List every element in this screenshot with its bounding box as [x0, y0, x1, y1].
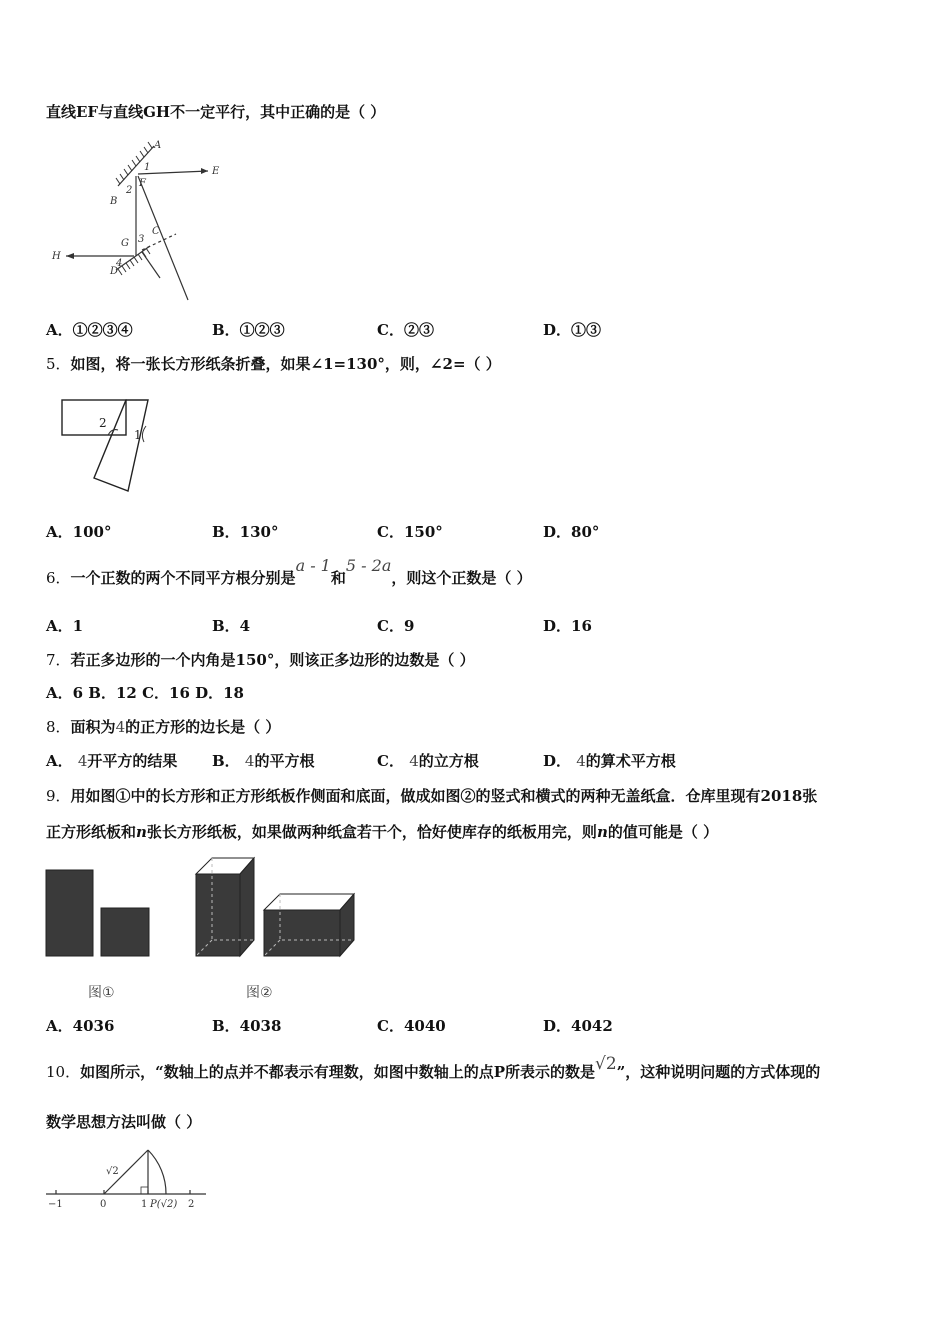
q10-label-0: 0 [100, 1199, 107, 1210]
q5-stem [46, 354, 501, 374]
q9-caption-2: 图② [246, 985, 273, 1001]
q10-label-minus1: −1 [48, 1199, 63, 1210]
q4-label-a: A [154, 140, 162, 151]
q8-four: 4 [115, 718, 126, 736]
q10-number: 10． [46, 1063, 81, 1081]
q6-option-d[interactable]: D．16 [543, 617, 592, 635]
q4-label-b: B [110, 196, 118, 207]
q10-label-hyp: √2 [106, 1166, 119, 1177]
q6-option-b[interactable]: B．4 [212, 617, 251, 635]
q6-expr1: a - 1 [295, 556, 331, 575]
q10-stem-line2: 数学思想方法叫做（ ） [46, 1113, 202, 1131]
q6-option-a[interactable]: A．1 [46, 617, 84, 635]
q8-option-b[interactable]: B． 4的平方根 [212, 752, 315, 770]
q4-label-n3: 3 [138, 234, 145, 245]
q10-stem-line1: 10．如图所示，“数轴上的点并不都表示有理数，如图中数轴上的点P所表示的数是√2”，这种说明问题的方式体现的 [46, 1054, 821, 1081]
q4-label-g: G [121, 238, 129, 249]
q9-figure-2 [194, 854, 358, 960]
q5-number: 5． [46, 355, 71, 373]
q9-option-b[interactable]: B．4038 [212, 1017, 282, 1035]
q4-label-n4: 4 [116, 258, 123, 269]
q7-number: 7． [46, 651, 71, 669]
q5-label-1: 1 [134, 428, 142, 442]
q4-mirror-figure [46, 138, 246, 308]
q6-expr2: 5 - 2a [345, 556, 392, 575]
q10-label-1: 1 [141, 1199, 148, 1210]
q8-stem-a: 面积为 [70, 718, 116, 736]
q9-n-var: n [136, 823, 147, 841]
q4-option-a[interactable]: A．①②③④ [46, 321, 133, 339]
q4-stem-tail: 直线EF与直线GH不一定平行，其中正确的是（ ） [46, 103, 386, 121]
q9-figure-1 [44, 868, 154, 960]
q7-options[interactable]: A．6 B．12 C．16 D．18 [46, 684, 244, 702]
q5-option-b[interactable]: B．130° [212, 523, 279, 541]
q8-option-a[interactable]: A． 4开平方的结果 [46, 752, 178, 770]
q9-caption-1: 图① [88, 985, 115, 1001]
q4-label-d: D [110, 266, 119, 277]
q4-label-c: C [152, 226, 160, 237]
q9-stem-line1 [46, 786, 817, 806]
q9-option-d[interactable]: D．4042 [543, 1017, 613, 1035]
q8-option-c[interactable]: C． 4的立方根 [377, 752, 479, 770]
q9-option-a[interactable]: A．4036 [46, 1017, 115, 1035]
q10-label-p: P(√2) [150, 1199, 178, 1210]
q9-n-var-2: n [596, 823, 608, 841]
q4-option-b[interactable]: B．①②③ [212, 321, 285, 339]
q6-stem-b: ，则这个正数是（ ） [391, 569, 532, 587]
q4-option-c[interactable]: C．②③ [377, 321, 434, 339]
q7-stem-text: 若正多边形的一个内角是150°，则该正多边形的边数是（ ） [70, 651, 475, 669]
q5-option-a[interactable]: A．100° [46, 523, 112, 541]
q8-stem-b: 的正方形的边长是（ ） [125, 718, 281, 736]
q6-number: 6． [46, 569, 71, 587]
q6-stem-a: 一个正数的两个不同平方根分别是 [70, 569, 296, 587]
q9-stem-line1-text: 用如图①中的长方形和正方形纸板作侧面和底面，做成如图②的竖式和横式的两种无盖纸盒．仓库里现有2018张 [70, 787, 818, 805]
q5-option-d[interactable]: D．80° [543, 523, 600, 541]
q5-folded-strip-figure [60, 396, 160, 496]
q6-stem [46, 556, 532, 588]
q9-stem-line2: 正方形纸板和n张长方形纸板，如果做两种纸盒若干个，恰好使库存的纸板用完，则n的值可能是（ ） [46, 823, 719, 841]
q8-stem [46, 717, 280, 737]
q4-label-n1: 1 [144, 162, 151, 173]
q9-option-c[interactable]: C．4040 [377, 1017, 446, 1035]
q4-label-f: F [139, 178, 146, 189]
q8-number: 8． [46, 718, 71, 736]
q4-label-h: H [52, 251, 61, 262]
q4-label-e: E [212, 166, 220, 177]
q6-option-c[interactable]: C．9 [377, 617, 415, 635]
q10-number-line-figure [44, 1144, 214, 1214]
q7-stem [46, 650, 475, 670]
q10-label-2: 2 [188, 1199, 195, 1210]
q10-sqrt2: √2 [595, 1054, 617, 1074]
q4-label-n2: 2 [126, 185, 133, 196]
q4-option-d[interactable]: D．①③ [543, 321, 602, 339]
q9-number: 9． [46, 787, 71, 805]
q8-option-d[interactable]: D． 4的算术平方根 [543, 752, 676, 770]
q5-option-c[interactable]: C．150° [377, 523, 443, 541]
q5-stem-text: 如图，将一张长方形纸条折叠，如果∠1=130°，则，∠2=（ ） [70, 355, 501, 373]
q5-label-2: 2 [99, 416, 107, 430]
q6-mid: 和 [330, 569, 346, 587]
